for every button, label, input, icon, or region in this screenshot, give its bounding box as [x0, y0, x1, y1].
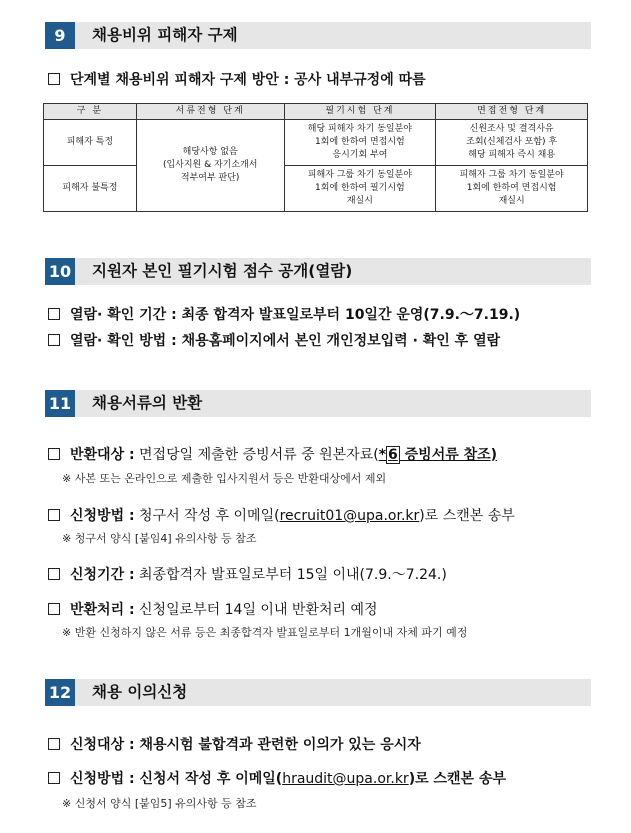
s12-item-method: [48, 770, 506, 788]
table-header-cell: 필기시험 단계: [284, 104, 436, 120]
item-label: 반환대상 :: [70, 447, 135, 463]
item-text: )로 스캔본 송부: [408, 771, 506, 787]
s11-note-target: ※ 사본 또는 온라인으로 제출한 입사지원서 등은 반환대상에서 제외: [62, 472, 387, 485]
cell-line: 피해자 그룹 차기 동일분야: [459, 170, 564, 180]
item-text: 채용홈페이지에서 본인 개인정보입력 · 확인 후 열람: [181, 333, 501, 349]
section-12-title: 채용 이의신청: [92, 683, 188, 701]
section-9-header: [45, 22, 591, 49]
s10-item-method: [48, 332, 500, 350]
s12-note-method: ※ 신청서 양식 [붙임5] 유의사항 등 참조: [62, 797, 257, 810]
s11-note-method: ※ 청구서 양식 [붙임4] 유의사항 등 참조: [62, 532, 257, 545]
cell-line: 피해자 그룹 차기 동일분야: [307, 170, 412, 180]
item-label: 신청방법 :: [70, 771, 135, 787]
item-text: 면접당일 제출한 증빙서류 중 원본자료(: [139, 447, 379, 463]
checkbox-square-icon: [48, 509, 60, 521]
ref-box: 6: [388, 447, 398, 463]
cell-line: 신원조사 및 결격사유: [469, 124, 554, 134]
section-10-number: 10: [45, 258, 75, 285]
s11-item-method: [48, 507, 515, 525]
cell-line: 재실시: [498, 196, 525, 206]
item-text: )로 스캔본 송부: [419, 508, 515, 524]
row-label: 피해자 불특정: [44, 166, 137, 212]
section-9-title: 채용비위 피해자 구제: [92, 26, 238, 44]
cell-line: 해당사항 없음: [182, 147, 238, 157]
s11-item-period: [48, 566, 447, 584]
section-12-number: 12: [45, 679, 75, 706]
cell-line: 재실시: [346, 196, 373, 206]
interview-stage-cell: [436, 120, 588, 166]
table-header-cell: 서류전형 단계: [136, 104, 284, 120]
cell-line: 1회에 한하여 면접시험: [315, 137, 405, 147]
table-header-cell: 면접전형 단계: [436, 104, 588, 120]
section-12-header: [45, 679, 591, 706]
row-label: 피해자 특정: [44, 120, 137, 166]
item-text: 신청서 작성 후 이메일(: [139, 771, 283, 787]
section-9-number: 9: [45, 22, 75, 49]
ref-mark: *: [378, 447, 387, 463]
section-11-title: 채용서류의 반환: [92, 394, 203, 412]
email-link[interactable]: hraudit@upa.or.kr: [282, 771, 409, 787]
cell-line: 응시기회 부여: [332, 150, 388, 160]
cell-line: 적부여부 판단): [180, 173, 240, 183]
cell-line: 1회에 한하여 필기시험: [315, 183, 405, 193]
s11-note-processing: ※ 반환 신청하지 않은 서류 등은 최종합격자 발표일로부터 1개월이내 자체 파기 예정: [62, 626, 468, 639]
item-text: 최종합격자 발표일로부터 15일 이내(7.9.～7.24.): [139, 567, 447, 583]
section-11-number: 11: [45, 390, 75, 417]
s12-item-target: [48, 736, 421, 754]
item-text: 신청일로부터 14일 이내 반환처리 예정: [139, 602, 378, 618]
checkbox-square-icon: [48, 772, 60, 784]
section-10-header: [45, 258, 591, 285]
cell-line: 1회에 한하여 면접시험: [466, 183, 557, 193]
table-header-cell: 구 분: [44, 104, 137, 120]
checkbox-square-icon: [48, 448, 60, 460]
item-text: 채용시험 불합격과 관련한 이의가 있는 응시자: [139, 737, 421, 753]
doc-stage-cell: [136, 120, 284, 212]
s9-bullet: [48, 71, 426, 89]
checkbox-square-icon: [48, 738, 60, 750]
section-10-title: 지원자 본인 필기시험 점수 공개(열람): [92, 262, 353, 280]
email-link[interactable]: recruit01@upa.or.kr: [279, 508, 420, 524]
s11-item-processing: [48, 601, 378, 619]
section-11-header: [45, 390, 591, 417]
s9-bullet-text: 단계별 채용비위 피해자 구제 방안 : 공사 내부규정에 따름: [70, 72, 426, 88]
table-header-row: [44, 104, 588, 120]
victim-relief-table: [43, 103, 588, 212]
cell-line: (입사지원 & 자기소개서: [162, 160, 258, 170]
s10-item-period: [48, 306, 520, 324]
checkbox-square-icon: [48, 308, 60, 320]
ref-text: 증빙서류 참조): [399, 447, 498, 463]
checkbox-square-icon: [48, 603, 60, 615]
written-stage-cell: [284, 166, 436, 212]
item-text: 청구서 작성 후 이메일(: [139, 508, 280, 524]
written-stage-cell: [284, 120, 436, 166]
s11-item-target: [48, 446, 497, 464]
checkbox-square-icon: [48, 73, 60, 85]
checkbox-square-icon: [48, 568, 60, 580]
item-label: 열람· 확인 방법 :: [70, 333, 177, 349]
table-row: [44, 120, 588, 166]
item-label: 신청기간 :: [70, 567, 135, 583]
interview-stage-cell: [436, 166, 588, 212]
item-text: 최종 합격자 발표일로부터 10일간 운영(7.9.～7.19.): [181, 307, 521, 323]
table-row: [44, 166, 588, 212]
cell-line: 조회(신체검사 포함) 후: [466, 137, 558, 147]
reference-link[interactable]: [379, 446, 497, 464]
item-label: 신청방법 :: [70, 508, 135, 524]
checkbox-square-icon: [48, 334, 60, 346]
item-label: 열람· 확인 기간 :: [70, 307, 177, 323]
item-label: 반환처리 :: [70, 602, 135, 618]
cell-line: 해당 피해자 즉시 채용: [468, 150, 556, 160]
item-label: 신청대상 :: [70, 737, 135, 753]
cell-line: 해당 피해자 차기 동일분야: [307, 124, 412, 134]
